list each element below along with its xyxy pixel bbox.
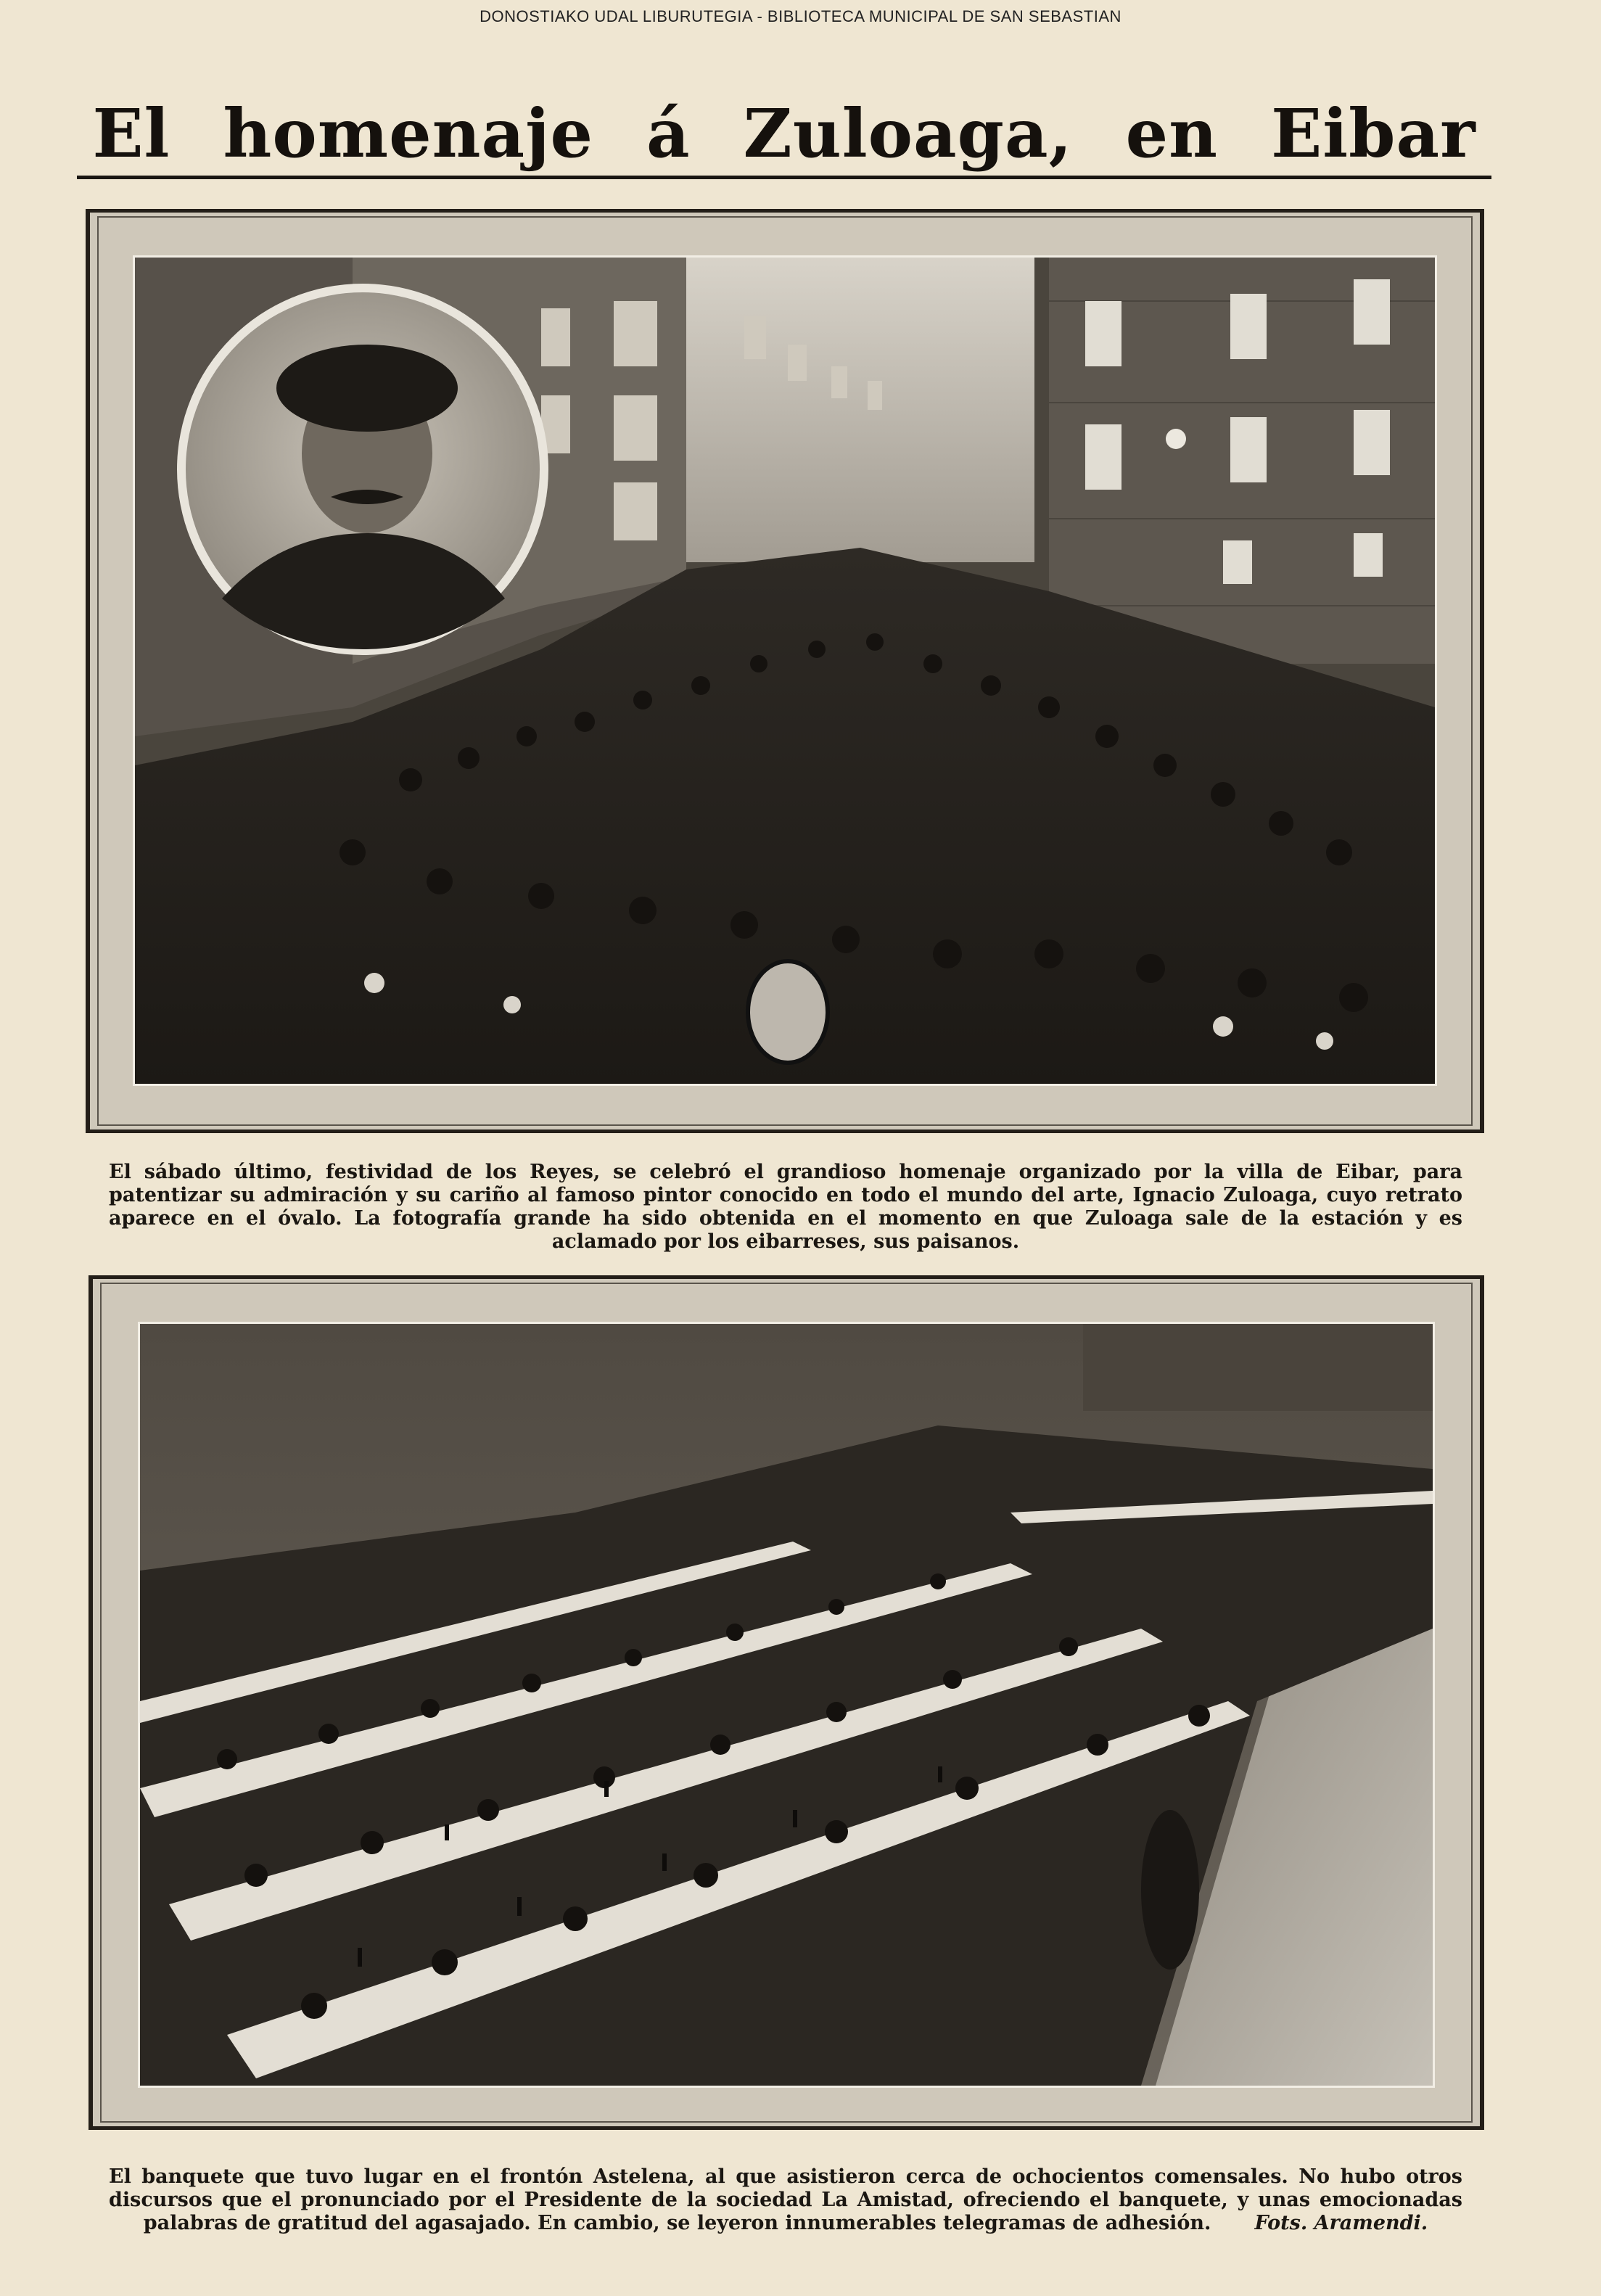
photo-credit: Fots. Aramendi. [1254,2212,1428,2234]
banquet-photo [138,1322,1435,2088]
page-title: El homenaje á Zuloaga, en Eibar [92,94,1476,173]
street-procession-photo [133,255,1437,1086]
library-header: DONOSTIAKO UDAL LIBURUTEGIA - BIBLIOTECA MUNICIPAL DE SAN SEBASTIAN [480,7,1121,25]
bottom-photo-caption [109,2165,1462,2235]
top-photo-caption: El sábado último, festividad de los Reyes, se celebró el grandioso homenaje organizado por la villa de Eibar, para patentizar su admiración y su cariño al famoso pintor conocido en todo el mundo del arte, Ignacio Zuloaga, cuyo retrato aparece en el óvalo. La fotografía grande ha sido obtenida en el momento en que Zuloaga sale de la estación y es aclamado por los eibarreses, sus paisanos. [109,1161,1462,1253]
title-rule [77,176,1491,179]
bottom-caption-text: El banquete que tuvo lugar en el frontón Astelena, al que asistieron cerca de ochocientos comensales. No hubo otros discursos que el pronunciado por el Presidente de la sociedad La Amistad, ofreciendo el banquete, y unas emocionadas palabras de gratitud del agasajado. En cambio, se leyeron innumerables telegramas de adhesión. [109,2165,1462,2234]
